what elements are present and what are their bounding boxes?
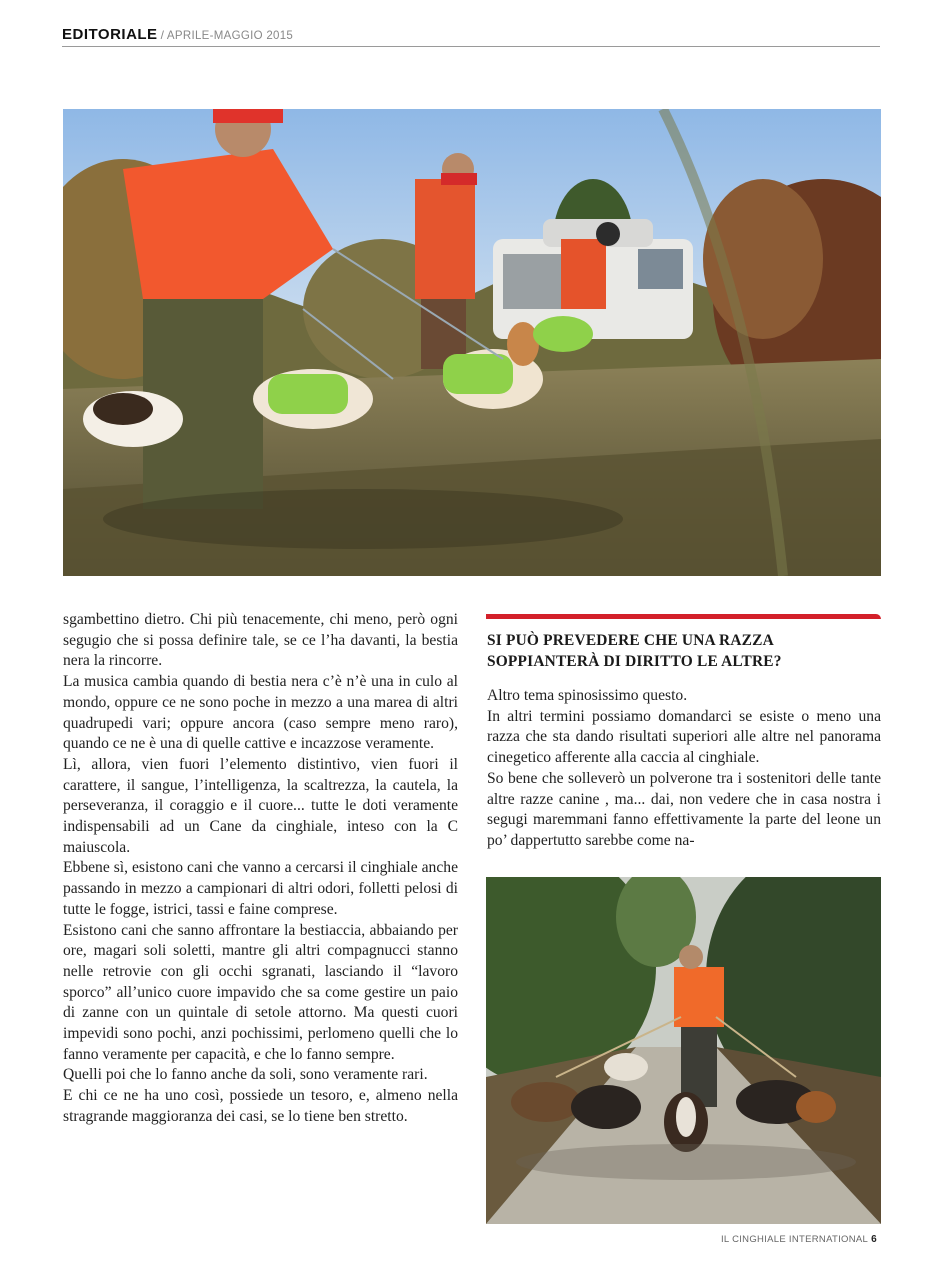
paragraph: Esistono cani che sanno affrontare la bestiaccia, abbaiando per ore, magari soli soletti, mantre gli altri compagnucci stanno nelle retrovie con gli occhi sgranati, lasciando il “lavoro sporco” all’unico cuore impavido che sa come gestire un paio di zanne con un quintale di setole attorno. Ma questi cuori impevidi sono pochi, anzi pochissimi, perlomeno quelli che lo fanno veramente per capacità, e che lo fanno sempre. — [63, 921, 458, 1063]
photo-hunters-with-hounds-icon — [63, 109, 881, 576]
left-column-text — [63, 610, 458, 1128]
paragraph: sgambettino dietro. Chi più tenacemente, chi meno, però ogni segugio che si possa definire tale, se ce l’ha davanti, la bestia nera la rincorre. — [63, 611, 458, 670]
section-title: EDITORIALE — [62, 26, 158, 43]
paragraph: Quelli poi che lo fanno anche da soli, sono veramente rari. — [63, 1066, 428, 1084]
paragraph: So bene che solleverò un polverone tra i sostenitori delle tante altre razze canine , ma... dai, non vedere che in casa nostra i segugi maremmani fanno effettivamente la parte del leone un po’ dappertutto sarebbe come na- — [487, 769, 881, 849]
paragraph: Ebbene sì, esistono cani che vanno a cercarsi il cinghiale anche passando in mezzo a campionari di altri odori, folletti pelosi di tutte le fogge, istrici, tassi e faine comprese. — [63, 859, 458, 918]
header-separator: / — [160, 28, 164, 42]
photo-hunters-with-hounds — [63, 109, 881, 576]
issue-date: APRILE-MAGGIO 2015 — [166, 30, 294, 42]
page-footer — [600, 1234, 877, 1245]
right-column-text — [487, 686, 881, 852]
page-header — [62, 26, 880, 47]
paragraph: Altro tema spinosissimo questo. — [487, 687, 688, 704]
page-number: 6 — [871, 1234, 877, 1245]
section-subhead: SI PUÒ PREVEDERE CHE UNA RAZZA SOPPIANTERÀ DI DIRITTO LE ALTRE? — [487, 632, 782, 670]
subhead-accent-bar — [486, 614, 881, 619]
paragraph: E chi ce ne ha uno così, possiede un tesoro, e, almeno nella stragrande maggioranza dei casi, se lo tiene ben stretto. — [63, 1087, 458, 1125]
paragraph: La musica cambia quando di bestia nera c’è n’è una in culo al mondo, oppure ce ne sono poche in mezzo a una marea di altri quadrupedi vari; oppure ancora (caso sempre meno raro), quando ce ne è una di quelle cattive e incazzose veramente. — [63, 673, 458, 753]
paragraph: In altri termini possiamo domandarci se esiste o meno una razza che sta dando risultati superiori alle altre nel panorama cinegetico afferente alla caccia al cinghiale. — [487, 707, 881, 767]
photo-handler-walking-dogs-icon — [486, 877, 881, 1224]
publication-name: IL CINGHIALE INTERNATIONAL — [720, 1234, 869, 1245]
paragraph: Lì, allora, vien fuori l’elemento distintivo, vien fuori il carattere, il sangue, l’intelligenza, la scaltrezza, la cautela, la perseveranza, il coraggio e il cuore... tutte le doti veramente indispensabili ad un Cane da cinghiale, inteso con la C maiuscola. — [63, 755, 458, 856]
photo-handler-walking-dogs — [486, 877, 881, 1224]
